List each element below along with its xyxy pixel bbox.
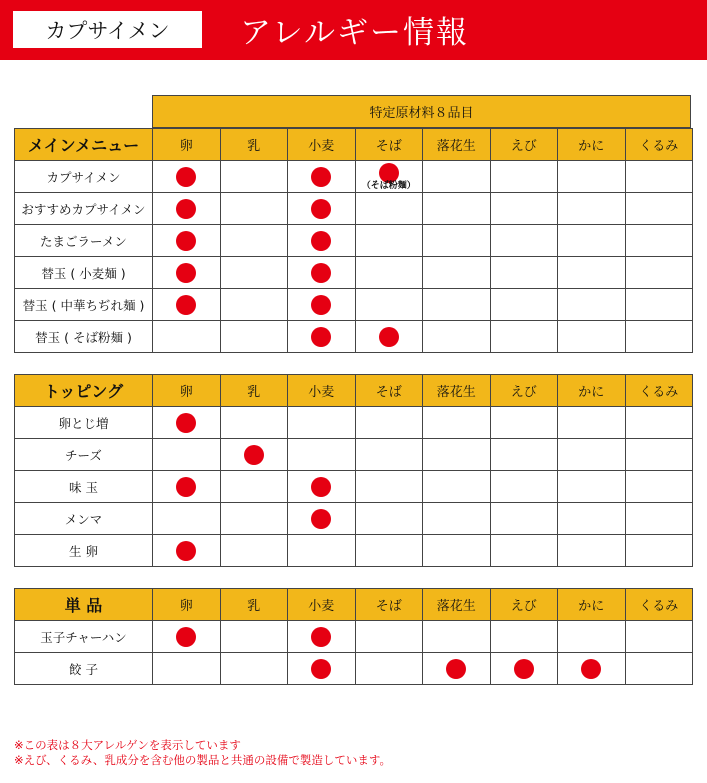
allergen-header: かに (558, 589, 626, 621)
allergen-cell (558, 225, 626, 257)
allergen-cell (220, 653, 288, 685)
allergen-present-dot (311, 477, 331, 497)
allergen-cell (220, 321, 288, 353)
menu-item-name: 替玉 ( そば粉麺 ) (15, 321, 153, 353)
allergen-cell (423, 289, 491, 321)
allergen-cell (355, 257, 423, 289)
allergen-cell (288, 535, 356, 567)
allergen-cell (153, 257, 221, 289)
allergen-cell (490, 407, 558, 439)
menu-item-name: たまごラーメン (15, 225, 153, 257)
allergen-cell (220, 407, 288, 439)
menu-item-name: チーズ (15, 439, 153, 471)
allergen-header: くるみ (625, 589, 693, 621)
menu-item-name: 生 卵 (15, 535, 153, 567)
allergen-cell (625, 289, 693, 321)
allergen-cell (625, 225, 693, 257)
allergen-header: 落花生 (423, 129, 491, 161)
allergen-cell (490, 225, 558, 257)
table-row (15, 653, 693, 685)
allergen-cell (153, 193, 221, 225)
allergen-cell (558, 535, 626, 567)
allergen-cell (625, 535, 693, 567)
menu-item-name: 替玉 ( 中華ちぢれ麺 ) (15, 289, 153, 321)
menu-item-name: 味 玉 (15, 471, 153, 503)
allergen-cell (625, 321, 693, 353)
menu-item-name: 替玉 ( 小麦麺 ) (15, 257, 153, 289)
allergen-cell (625, 439, 693, 471)
footnote-facility: ※えび、くるみ、乳成分を含む他の製品と共通の設備で製造しています。 (14, 753, 391, 767)
allergen-cell (625, 621, 693, 653)
allergen-present-dot (311, 509, 331, 529)
allergen-cell (490, 321, 558, 353)
allergen-present-dot (379, 327, 399, 347)
allergen-header: 卵 (153, 589, 221, 621)
menu-name-label: カプサイメン (13, 11, 202, 48)
allergen-cell (423, 257, 491, 289)
allergen-header: 卵 (153, 375, 221, 407)
allergy-table (14, 128, 693, 353)
table-row (15, 321, 693, 353)
allergen-present-dot (176, 295, 196, 315)
allergen-cell (490, 439, 558, 471)
allergen-cell (423, 653, 491, 685)
section-title: メインメニュー (15, 129, 153, 161)
allergen-header: 乳 (220, 375, 288, 407)
allergen-cell (355, 535, 423, 567)
allergen-cell (423, 161, 491, 193)
allergen-present-dot (311, 295, 331, 315)
allergen-cell (558, 439, 626, 471)
allergen-cell (220, 161, 288, 193)
allergen-cell (288, 321, 356, 353)
allergen-present-dot (379, 163, 399, 183)
allergen-cell (288, 503, 356, 535)
allergen-header: 卵 (153, 129, 221, 161)
allergen-cell (153, 653, 221, 685)
allergen-present-dot (311, 167, 331, 187)
allergen-cell (490, 621, 558, 653)
allergen-cell (288, 653, 356, 685)
allergen-cell (625, 193, 693, 225)
allergen-cell (558, 321, 626, 353)
menu-item-name: 玉子チャーハン (15, 621, 153, 653)
allergen-header: くるみ (625, 129, 693, 161)
allergen-cell (423, 439, 491, 471)
allergen-cell (220, 439, 288, 471)
table-header-row (15, 589, 693, 621)
allergen-header: そば (355, 129, 423, 161)
allergen-cell (288, 193, 356, 225)
table-row (15, 439, 693, 471)
allergen-cell (490, 535, 558, 567)
allergen-present-dot (311, 231, 331, 251)
allergen-cell (355, 225, 423, 257)
table-row (15, 503, 693, 535)
allergen-cell (490, 161, 558, 193)
allergen-header: そば (355, 375, 423, 407)
allergen-cell (355, 407, 423, 439)
allergen-present-dot (311, 659, 331, 679)
allergen-cell (558, 407, 626, 439)
allergen-cell (490, 257, 558, 289)
allergen-cell (220, 621, 288, 653)
allergen-present-dot (581, 659, 601, 679)
table-row (15, 161, 693, 193)
allergen-header: 小麦 (288, 589, 356, 621)
allergen-cell (153, 471, 221, 503)
allergen-cell (490, 653, 558, 685)
allergen-cell (288, 289, 356, 321)
allergen-present-dot (176, 167, 196, 187)
allergen-cell (355, 471, 423, 503)
menu-item-name: メンマ (15, 503, 153, 535)
allergen-cell (220, 503, 288, 535)
section-title: トッピング (15, 375, 153, 407)
allergen-cell (558, 289, 626, 321)
allergen-cell (423, 193, 491, 225)
allergen-cell (153, 161, 221, 193)
allergen-cell (153, 621, 221, 653)
allergen-present-dot (176, 541, 196, 561)
allergen-present-dot (176, 231, 196, 251)
allergen-cell (625, 653, 693, 685)
allergen-cell (423, 535, 491, 567)
allergen-cell (288, 407, 356, 439)
allergen-present-dot (311, 199, 331, 219)
footnote-allergens: ※この表は８大アレルゲンを表示しています (14, 738, 241, 752)
allergen-present-dot (176, 263, 196, 283)
allergen-cell (153, 439, 221, 471)
allergen-cell (220, 289, 288, 321)
allergen-header: 乳 (220, 589, 288, 621)
allergen-cell (558, 257, 626, 289)
allergy-table (14, 588, 693, 685)
allergen-cell (355, 193, 423, 225)
allergen-cell (153, 321, 221, 353)
allergen-present-dot (176, 199, 196, 219)
cell-note: （そば粉麺） (361, 181, 416, 191)
table-row (15, 471, 693, 503)
allergen-cell (625, 503, 693, 535)
allergen-cell (558, 161, 626, 193)
allergen-present-dot (514, 659, 534, 679)
table-row (15, 535, 693, 567)
section-title: 単 品 (15, 589, 153, 621)
allergen-present-dot (311, 627, 331, 647)
allergen-cell (355, 503, 423, 535)
allergen-header: えび (490, 589, 558, 621)
allergen-cell (288, 225, 356, 257)
allergen-cell (423, 621, 491, 653)
allergen-cell (288, 471, 356, 503)
allergen-cell (355, 289, 423, 321)
allergy-table (14, 374, 693, 567)
allergen-cell (558, 653, 626, 685)
allergen-cell (220, 193, 288, 225)
allergen-group-header: 特定原材料８品目 (152, 95, 691, 128)
allergen-cell (490, 193, 558, 225)
allergen-cell (558, 503, 626, 535)
allergen-cell (355, 653, 423, 685)
allergen-cell (490, 471, 558, 503)
allergen-cell (423, 471, 491, 503)
table-header-row (15, 129, 693, 161)
allergen-cell (355, 439, 423, 471)
allergen-cell (355, 161, 423, 193)
allergen-cell (288, 257, 356, 289)
table-row (15, 193, 693, 225)
allergen-cell (355, 321, 423, 353)
allergen-cell (153, 289, 221, 321)
allergen-header: 落花生 (423, 375, 491, 407)
allergen-cell (625, 471, 693, 503)
allergen-cell (153, 503, 221, 535)
allergen-header: 乳 (220, 129, 288, 161)
allergen-cell (625, 257, 693, 289)
page-title: アレルギー情報 (240, 15, 469, 51)
allergen-cell (423, 321, 491, 353)
menu-item-name: カプサイメン (15, 161, 153, 193)
table-row (15, 289, 693, 321)
allergen-cell (355, 621, 423, 653)
allergen-header: えび (490, 375, 558, 407)
allergen-header: 落花生 (423, 589, 491, 621)
allergen-cell (423, 407, 491, 439)
allergen-header: そば (355, 589, 423, 621)
menu-item-name: おすすめカプサイメン (15, 193, 153, 225)
allergen-cell (423, 225, 491, 257)
allergen-cell (220, 257, 288, 289)
allergen-cell (288, 621, 356, 653)
menu-item-name: 卵とじ増 (15, 407, 153, 439)
allergen-cell (490, 503, 558, 535)
allergen-cell (558, 471, 626, 503)
allergen-cell (288, 161, 356, 193)
allergen-header: くるみ (625, 375, 693, 407)
allergen-present-dot (311, 327, 331, 347)
table-row (15, 257, 693, 289)
header-bar (0, 0, 707, 60)
allergen-cell (153, 535, 221, 567)
allergen-present-dot (176, 477, 196, 497)
table-row (15, 621, 693, 653)
allergen-present-dot (446, 659, 466, 679)
allergen-header: 小麦 (288, 375, 356, 407)
allergen-present-dot (176, 413, 196, 433)
allergen-cell (220, 535, 288, 567)
allergen-header: かに (558, 129, 626, 161)
table-header-row (15, 375, 693, 407)
allergen-cell (625, 161, 693, 193)
allergen-present-dot (311, 263, 331, 283)
allergen-present-dot (244, 445, 264, 465)
allergen-cell (220, 471, 288, 503)
table-row (15, 225, 693, 257)
allergen-header: かに (558, 375, 626, 407)
allergen-cell (558, 621, 626, 653)
table-row (15, 407, 693, 439)
allergen-header: えび (490, 129, 558, 161)
allergen-cell (625, 407, 693, 439)
allergen-cell (490, 289, 558, 321)
menu-item-name: 餃 子 (15, 653, 153, 685)
allergen-cell (558, 193, 626, 225)
allergen-cell (153, 225, 221, 257)
allergen-header: 小麦 (288, 129, 356, 161)
allergen-cell (220, 225, 288, 257)
allergen-present-dot (176, 627, 196, 647)
allergen-cell (423, 503, 491, 535)
allergen-cell (288, 439, 356, 471)
allergen-cell (153, 407, 221, 439)
